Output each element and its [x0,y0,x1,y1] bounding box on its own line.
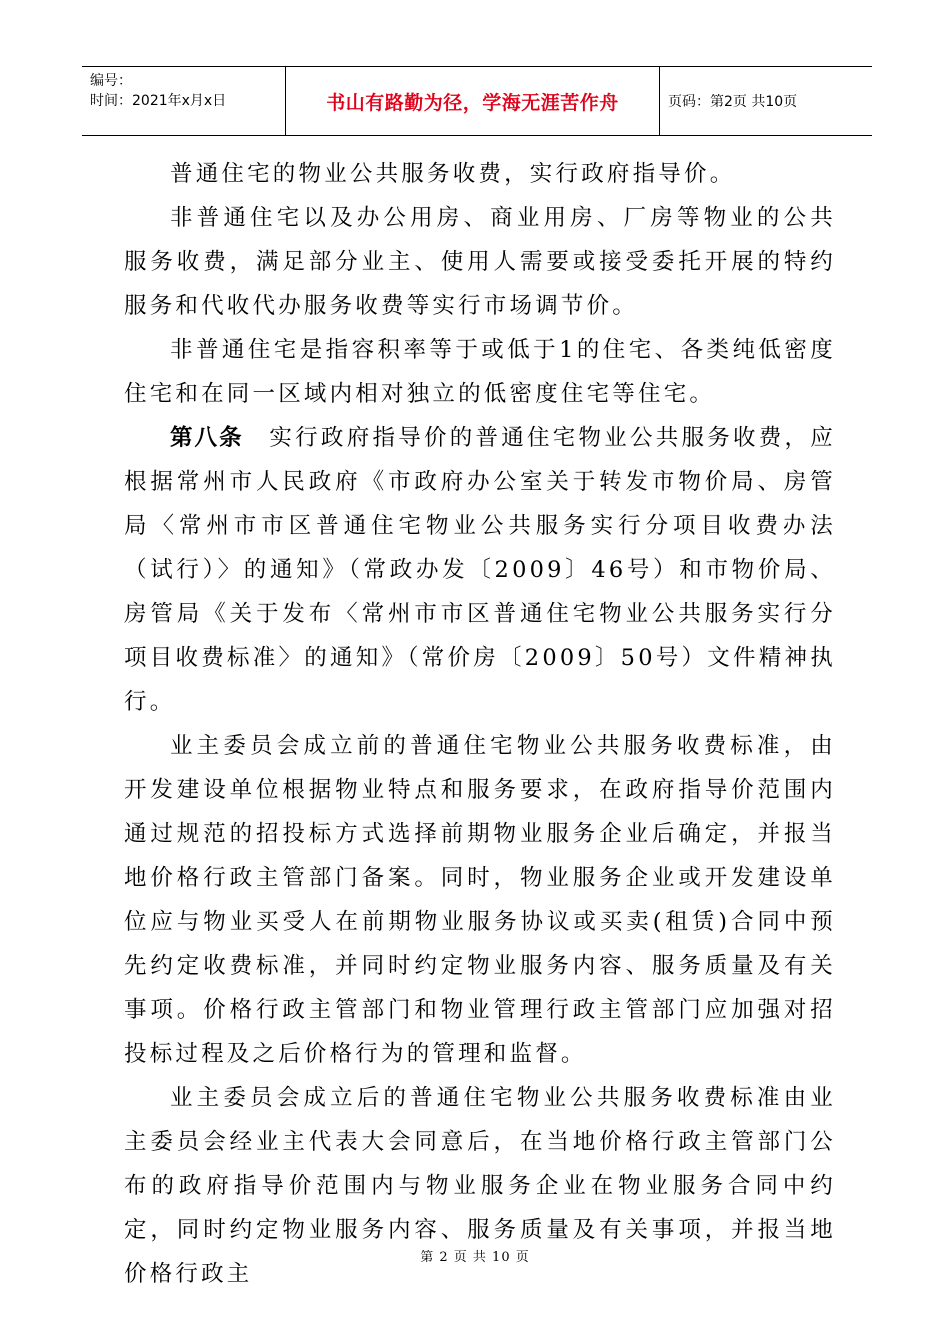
header-motto: 书山有路勤为径，学海无涯苦作舟 [285,67,660,135]
paragraph-5: 业主委员会成立前的普通住宅物业公共服务收费标准，由开发建设单位根据物业特点和服务要求，在政府指导价范围内通过规范的招投标方式选择前期物业服务企业后确定，并报当地价格行政主管部门备案。同时，物业服务企业或开发建设单位应与物业买受人在前期物业服务协议或买卖(租赁)合同中预先约定收费标准，并同时约定物业服务内容、服务质量及有关事项。价格行政主管部门和物业管理行政主管部门应加强对招投标过程及之后价格行为的管理和监督。 [124,733,836,1067]
paragraph-3: 非普通住宅是指容积率等于或低于1的住宅、各类纯低密度住宅和在同一区域内相对独立的低密度住宅等住宅。 [124,337,836,407]
paragraph-6: 业主委员会成立后的普通住宅物业公共服务收费标准由业主委员会经业主代表大会同意后，在当地价格行政主管部门公布的政府指导价范围内与物业服务企业在物业服务合同中约定，同时约定物业服务内容、服务质量及有关事项，并报当地价格行政主 [124,1085,836,1287]
header-number-label: 编号： [90,73,132,89]
paragraph-1: 普通住宅的物业公共服务收费，实行政府指导价。 [170,161,736,187]
header-date-label: 时间：2021年x月x日 [90,93,227,109]
paragraph-4 [124,416,836,724]
header-page-code: 页码：第2页 共10页 [668,94,798,110]
header-meta [82,67,285,135]
page-header [82,66,872,136]
article-heading: 第八条 [170,425,244,451]
document-body [124,152,836,1296]
article-text: 实行政府指导价的普通住宅物业公共服务收费，应根据常州市人民政府《市政府办公室关于转发市物价局、房管局〈常州市市区普通住宅物业公共服务实行分项目收费办法（试行）〉的通知》（常政办发〔2009〕46号）和市物价局、房管局《关于发布〈常州市市区普通住宅物业公共服务实行分项目收费标准〉的通知》（常价房〔2009〕50号）文件精神执行。 [124,425,836,715]
page-footer: 第 2 页 共 10 页 [420,1250,530,1265]
paragraph-2: 非普通住宅以及办公用房、商业用房、厂房等物业的公共服务收费，满足部分业主、使用人需要或接受委托开展的特约服务和代收代办服务收费等实行市场调节价。 [124,205,836,319]
